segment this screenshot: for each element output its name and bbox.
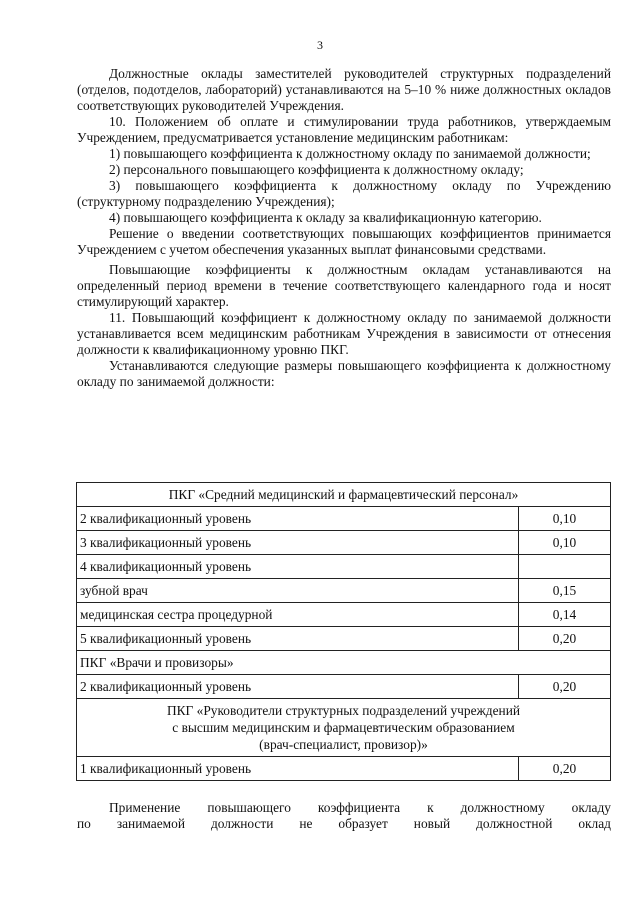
paragraph-sizes-intro: Устанавливаются следующие размеры повышающего коэффициента к должностному окладу по занимаемой должности: [77, 358, 611, 389]
table-row [77, 507, 611, 531]
coefficient-table [76, 482, 611, 781]
table-row [77, 651, 611, 675]
level-cell: 2 квалификационный уровень [77, 507, 519, 531]
paragraph-decision: Решение о введении соответствующих повышающих коэффициентов принимается Учреждением с учетом обеспечения указанных выплат финансовыми средствами. [77, 226, 611, 257]
table-row [77, 603, 611, 627]
level-cell: 3 квалификационный уровень [77, 531, 519, 555]
closing-line-1: Применение повышающего коэффициента к должностному окладу [109, 800, 611, 815]
coefficient-cell: 0,10 [519, 531, 611, 555]
list-item-4: 4) повышающего коэффициента к окладу за квалификационную категорию. [109, 210, 542, 225]
group-header-line: (врач-специалист, провизор)» [259, 737, 428, 752]
table-row [77, 531, 611, 555]
position-cell: медицинская сестра процедурной [77, 603, 519, 627]
group-header: ПКГ «Врачи и провизоры» [77, 651, 611, 675]
level-cell: 4 квалификационный уровень [77, 555, 519, 579]
coefficient-cell: 0,20 [519, 757, 611, 781]
table-row [77, 757, 611, 781]
table-row [77, 627, 611, 651]
paragraph-period: Повышающие коэффициенты к должностным окладам устанавливаются на определенный период времени в течение соответствующего календарного года и носят стимулирующий характер. [77, 262, 611, 309]
document-body [77, 66, 611, 390]
coefficient-cell: 0,20 [519, 627, 611, 651]
page-number: 3 [317, 38, 323, 52]
closing-paragraph [77, 800, 611, 832]
group-header: ПКГ «Средний медицинский и фармацевтический персонал» [77, 483, 611, 507]
table-row [77, 555, 611, 579]
coefficient-cell: 0,10 [519, 507, 611, 531]
list-item-2: 2) персонального повышающего коэффициента к должностному окладу; [109, 162, 524, 177]
group-header-line: ПКГ «Руководители структурных подразделений учреждений [166, 703, 521, 718]
level-cell: 2 квалификационный уровень [77, 675, 519, 699]
table-row [77, 483, 611, 507]
paragraph-item-10: 10. Положением об оплате и стимулировании труда работников, утверждаемым Учреждением, предусматривается установление медицинским работникам: [77, 114, 611, 145]
coefficient-cell: 0,15 [519, 579, 611, 603]
table-row [77, 675, 611, 699]
paragraph-item-11: 11. Повышающий коэффициент к должностному окладу по занимаемой должности устанавливается всем медицинским работникам Учреждения в зависимости от отнесения должности к квалификационному уровню ПКГ. [77, 310, 611, 357]
paragraph-deputy-salaries: Должностные оклады заместителей руководителей структурных подразделений (отделов, подотделов, лабораторий) устанавливаются на 5–10 % ниже должностных окладов соответствующих руководителей Учреждения. [77, 66, 611, 113]
group-header-line: с высшим медицинским и фармацевтическим образованием [172, 720, 515, 735]
coefficient-cell: 0,14 [519, 603, 611, 627]
closing-line-2: по занимаемой должности не образует новый должностной оклад [77, 816, 611, 831]
coefficient-cell: 0,20 [519, 675, 611, 699]
table-row [77, 579, 611, 603]
level-cell: 1 квалификационный уровень [77, 757, 519, 781]
list-item-1: 1) повышающего коэффициента к должностному окладу по занимаемой должности; [109, 146, 591, 161]
group-header [77, 699, 611, 757]
position-cell: зубной врач [77, 579, 519, 603]
level-cell: 5 квалификационный уровень [77, 627, 519, 651]
table-row [77, 699, 611, 757]
coefficient-cell [519, 555, 611, 579]
list-item-3: 3) повышающего коэффициента к должностному окладу по Учреждению (структурному подразделению Учреждения); [77, 178, 611, 209]
